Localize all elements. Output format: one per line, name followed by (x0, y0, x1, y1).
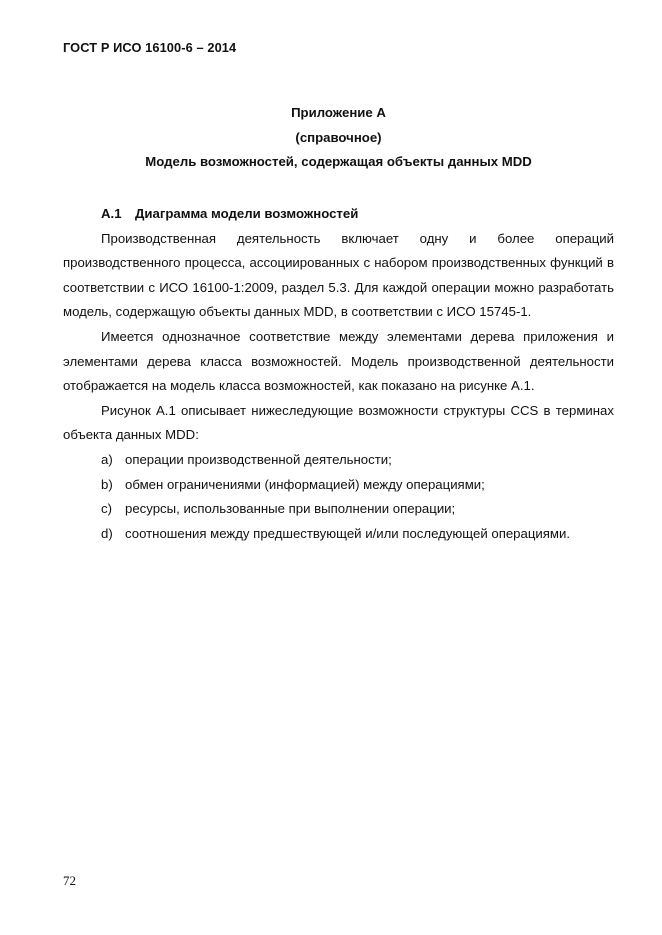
list-item-marker: b) (101, 476, 113, 492)
enumerated-list (63, 448, 614, 546)
list-item (63, 497, 614, 522)
paragraph: Имеется однозначное соответствие между элементами дерева приложения и элементами дерева класса возможностей. Модель производственной деятельности отображается на модель класса возможностей, как показано на рисунке А.1. (63, 328, 614, 394)
section-title: Диаграмма модели возможностей (135, 206, 359, 221)
list-item (63, 522, 614, 547)
paragraph: Рисунок А.1 описывает нижеследующие возможности структуры CCS в терминах объекта данных MDD: (63, 402, 614, 443)
annex-heading (63, 101, 614, 175)
paragraph: Производственная деятельность включает одну и более операций производственного процесса, ассоциированных с набором производственных функций в соответствии с ИСО 16100-1:2009, раздел 5.3. Для каждой операции можно разработать модель, содержащую объекты данных MDD, в соответствии с ИСО 15745-1. (63, 230, 614, 320)
list-item-marker: c) (101, 501, 112, 517)
list-item-text: ресурсы, использованные при выполнении операции; (125, 501, 456, 517)
section-number: А.1 (101, 206, 122, 221)
section-heading (63, 202, 614, 227)
list-item (63, 473, 614, 498)
list-item-marker: d) (101, 525, 113, 541)
document-header-code: ГОСТ Р ИСО 16100-6 – 2014 (63, 40, 237, 55)
annex-status: (справочное) (295, 129, 382, 145)
list-item (63, 448, 614, 473)
page-number: 72 (63, 873, 76, 888)
list-item-marker: а) (101, 451, 113, 467)
list-item-text: операции производственной деятельности; (125, 451, 392, 467)
list-item-text: соотношения между предшествующей и/или последующей операциями. (125, 525, 571, 541)
annex-title: Приложение А (291, 105, 386, 120)
document-body (63, 202, 614, 546)
annex-subtitle: Модель возможностей, содержащая объекты данных MDD (145, 154, 532, 169)
list-item-text: обмен ограничениями (информацией) между операциями; (125, 476, 485, 492)
